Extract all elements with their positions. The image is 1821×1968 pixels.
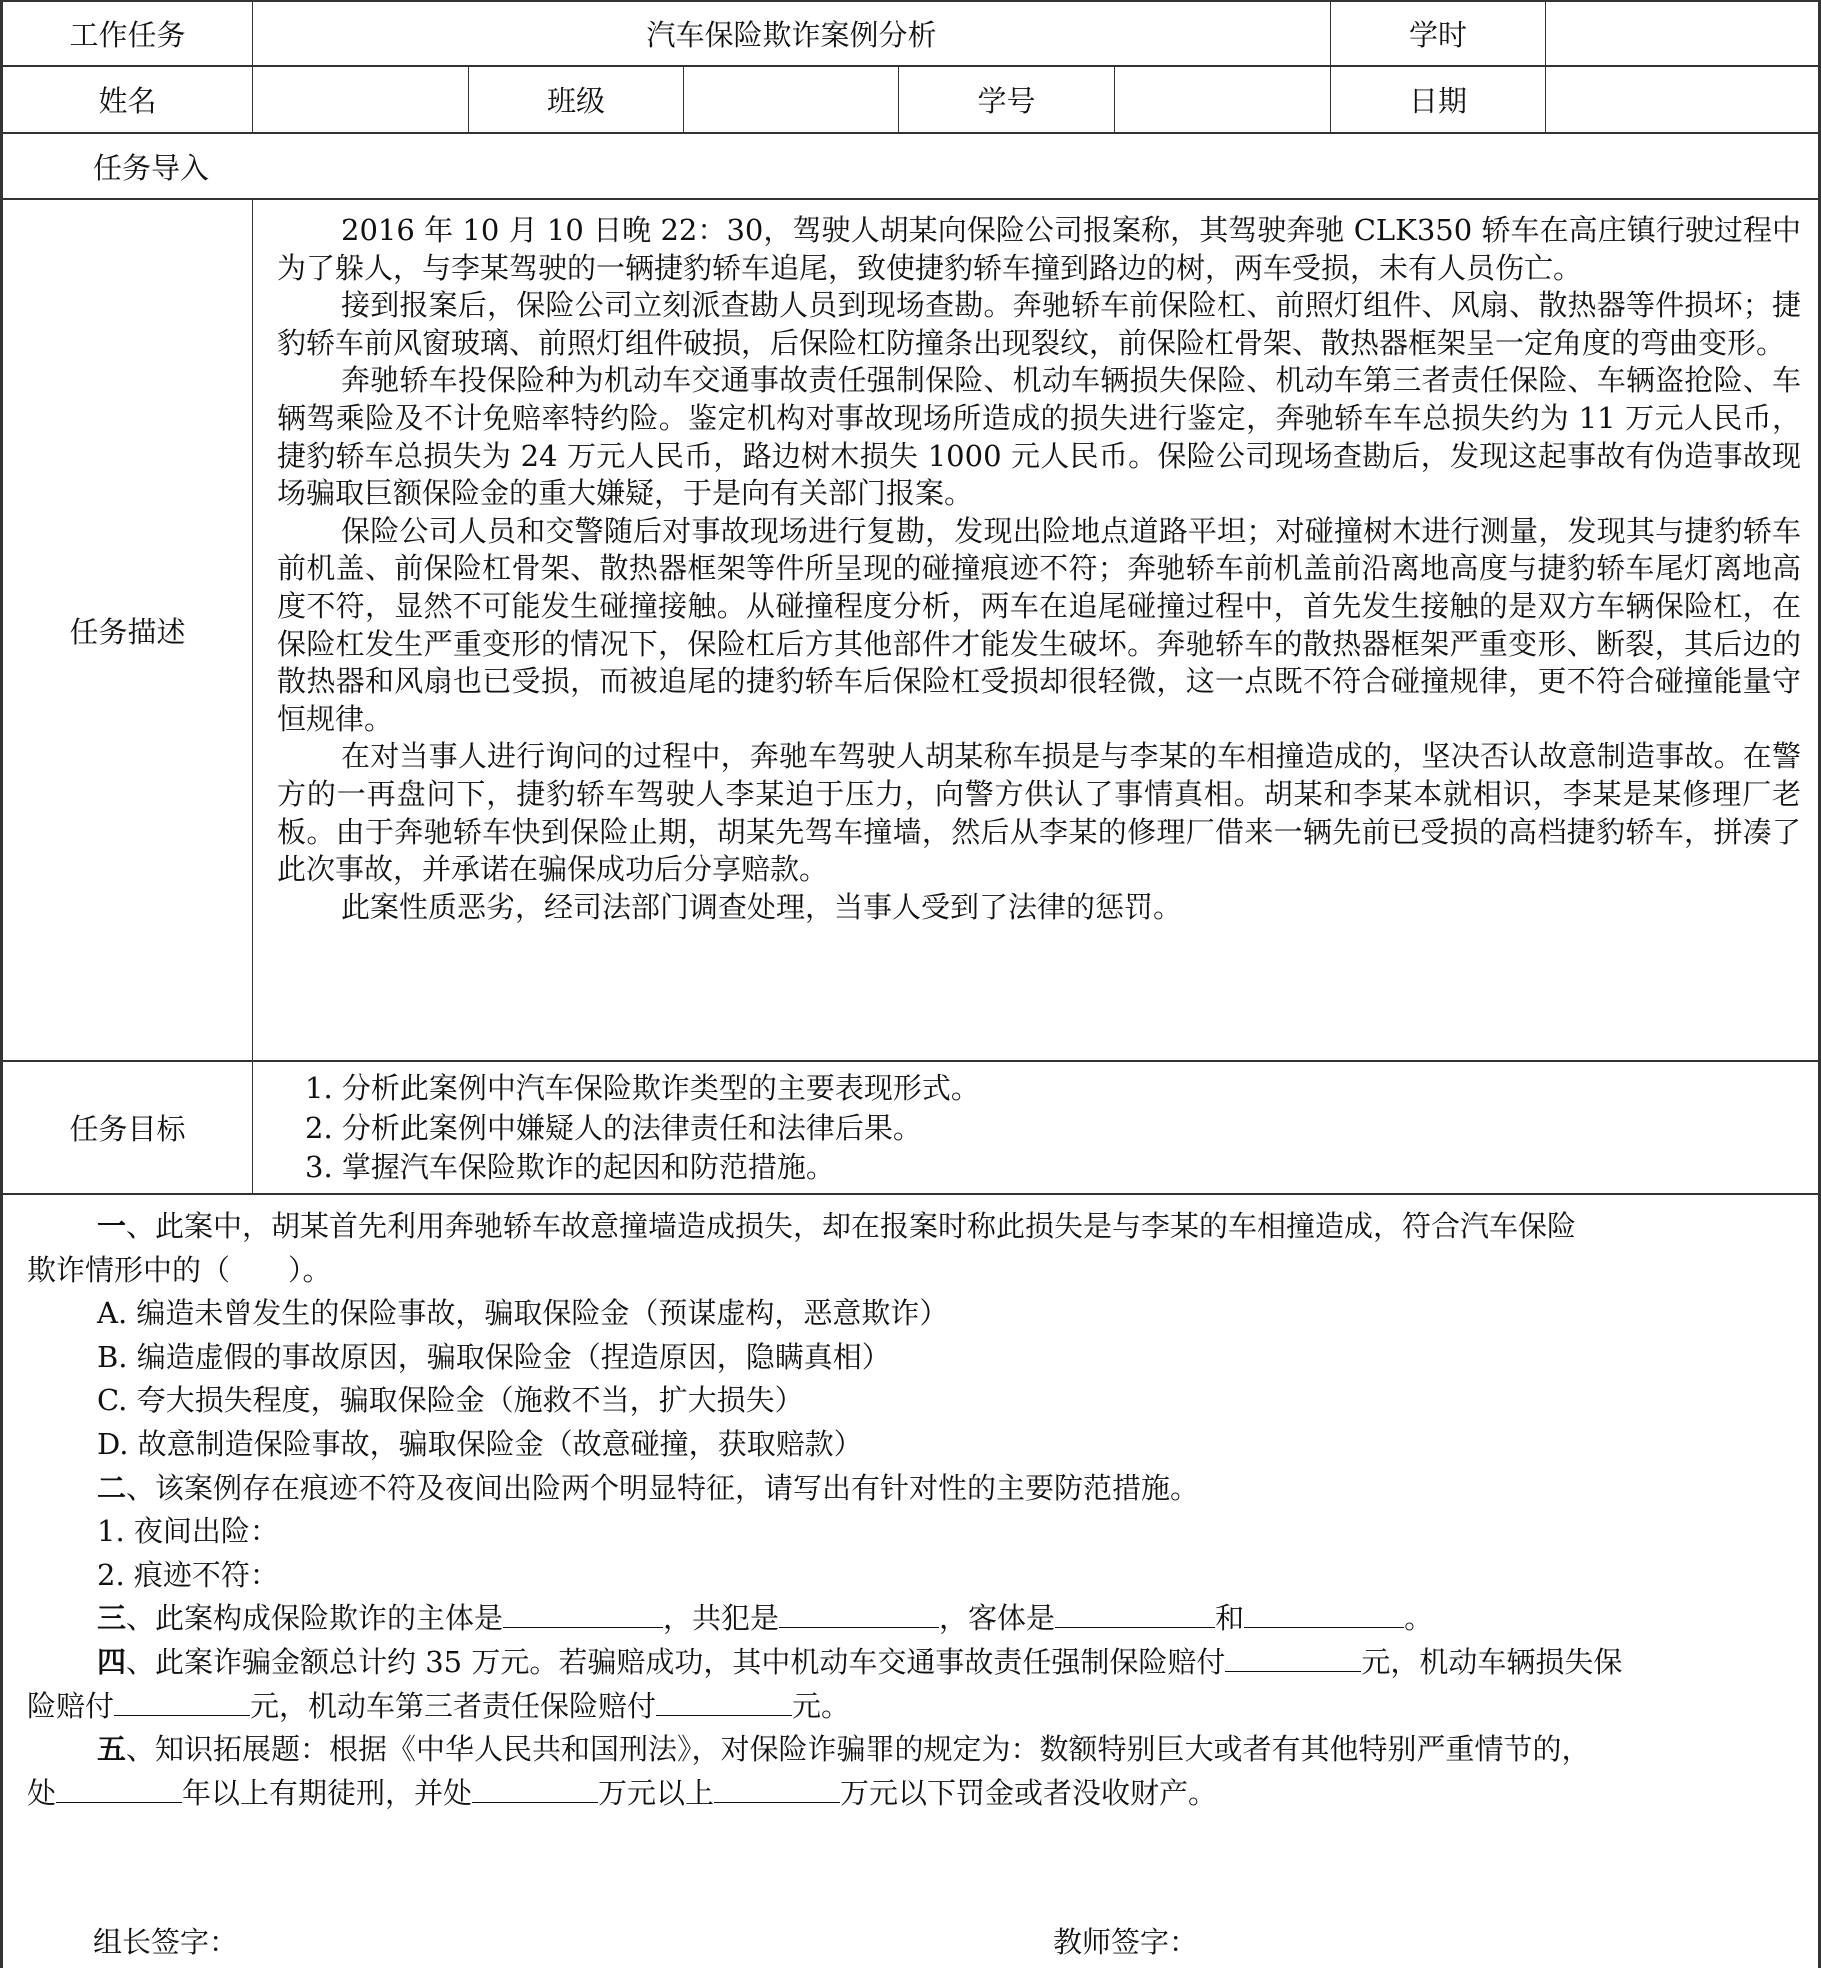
goal-item: 3. 掌握汽车保险欺诈的起因和防范措施。 (305, 1150, 835, 1184)
question-text: 处 (27, 1775, 57, 1810)
blank-fine-min[interactable] (472, 1772, 598, 1803)
task-label: 工作任务 (3, 2, 253, 67)
question-text: ，客体是 (939, 1601, 1056, 1636)
class-field[interactable] (684, 67, 899, 134)
question-number: 三 (97, 1601, 127, 1636)
blank-damage-payout[interactable] (114, 1685, 250, 1716)
question-text: 、该案例存在痕迹不符及夜间出险两个明显特征，请写出有针对性的主要防范措施。 (126, 1470, 1200, 1505)
description-paragraph: 保险公司人员和交警随后对事故现场进行复勘，发现出险地点道路平坦；对碰撞树木进行测量，发现其与捷豹轿车前机盖、前保险杠骨架、散热器框架等件所呈现的碰撞痕迹不符；奔驰轿车前机盖前沿离地高度与捷豹轿车尾灯离地高度不符，显然不可能发生碰撞接触。从碰撞程度分析，两车在追尾碰撞过程中，首先发生接触的是双方车辆保险杠，在保险杠发生严重变形的情况下，保险杠后方其他部件才能发生破坏。奔驰轿车的散热器框架严重变形、断裂，其后边的散热器和风扇也已受损，而被追尾的捷豹轿车后保险杠受损却很轻微，这一点既不符合碰撞规律，更不符合碰撞能量守恒规律。 (277, 513, 1801, 736)
description-paragraph: 在对当事人进行询问的过程中，奔驰车驾驶人胡某称车损是与李某的车相撞造成的，坚决否认故意制造事故。在警方的一再盘问下，捷豹轿车驾驶人李某迫于压力，向警方供认了事情真相。胡某和李某本就相识，李某是某修理厂老板。由于奔驰轿车快到保险止期，胡某先驾车撞墙，然后从李某的修理厂借来一辆先前已受损的高档捷豹轿车，拼凑了此次事故，并承诺在骗保成功后分享赔款。 (277, 739, 1801, 887)
blank-years[interactable] (56, 1772, 182, 1803)
description-paragraph: 奔驰轿车投保险种为机动车交通事故责任强制保险、机动车辆损失保险、机动车第三者责任保险、车辆盗抢险、车辆驾乘险及不计免赔率特约险。鉴定机构对事故现场所造成的损失进行鉴定，奔驰轿车车总损失约为 11 万元人民币，捷豹轿车总损失为 24 万元人民币，路边树木损失 1000 元人民币。保险公司现场查勘后，发现这起事故有伪造事故现场骗取巨额保险金的重大嫌疑，于是向有关部门报案。 (277, 363, 1801, 511)
question-5-continued (27, 1772, 1807, 1816)
teacher-signature[interactable]: 教师签字： (1053, 1925, 1199, 1959)
question-text: 元，机动车辆损失保 (1361, 1644, 1623, 1679)
task-intro-heading: 任务导入 (3, 134, 1821, 200)
blank-compulsory-payout[interactable] (1225, 1641, 1361, 1672)
questions-section (27, 1205, 1807, 1815)
answer-night-incident[interactable]: 1. 夜间出险： (97, 1514, 279, 1549)
question-2 (27, 1467, 1807, 1511)
option-b[interactable]: B. 编造虚假的事故原因，骗取保险金（捏造原因，隐瞒真相） (97, 1339, 891, 1374)
blank-object-1[interactable] (1055, 1597, 1215, 1628)
blank-third-party-payout[interactable] (656, 1685, 792, 1716)
blank-accomplice[interactable] (779, 1597, 939, 1628)
question-text: 万元以上 (598, 1775, 715, 1810)
name-field[interactable] (253, 67, 469, 134)
question-number: 五 (97, 1732, 127, 1767)
goal-item: 2. 分析此案例中嫌疑人的法律责任和法律后果。 (305, 1110, 922, 1145)
question-text: 险赔付 (27, 1688, 115, 1723)
goal-item: 1. 分析此案例中汽车保险欺诈类型的主要表现形式。 (305, 1071, 980, 1105)
class-label: 班级 (469, 67, 684, 134)
group-leader-signature[interactable]: 组长签字： (93, 1925, 239, 1959)
question-4-continued (27, 1685, 1807, 1729)
question-number: 四 (97, 1644, 127, 1679)
option-c[interactable]: C. 夸大损失程度，骗取保险金（施救不当，扩大损失） (97, 1383, 804, 1418)
option-a[interactable]: A. 编造未曾发生的保险事故，骗取保险金（预谋虚构，恶意欺诈） (97, 1296, 949, 1331)
question-number: 二 (97, 1470, 127, 1505)
question-5 (27, 1728, 1807, 1772)
question-text: 万元以下罚金或者没收财产。 (840, 1775, 1218, 1810)
blank-object-2[interactable] (1244, 1597, 1404, 1628)
student-id-field[interactable] (1115, 67, 1331, 134)
task-description-label: 任务描述 (3, 200, 253, 1062)
question-text: 元，机动车第三者责任保险赔付 (250, 1688, 657, 1723)
question-text: 和 (1215, 1601, 1245, 1636)
hours-field[interactable] (1546, 2, 1821, 67)
question-1-continued: 欺诈情形中的（ ）。 (27, 1252, 332, 1287)
name-label: 姓名 (3, 67, 253, 134)
student-id-label: 学号 (899, 67, 1115, 134)
blank-fine-max[interactable] (714, 1772, 840, 1803)
hours-label: 学时 (1331, 2, 1546, 67)
description-paragraph: 2016 年 10 月 10 日晚 22：30，驾驶人胡某向保险公司报案称，其驾驶奔驰 CLK350 轿车在高庄镇行驶过程中为了躲人，与李某驾驶的一辆捷豹轿车追尾，致使捷豹轿车撞到路边的树，两车受损，未有人员伤亡。 (277, 213, 1801, 285)
question-text: ，共犯是 (663, 1601, 780, 1636)
description-paragraph: 接到报案后，保险公司立刻派查勘人员到现场查勘。奔驰轿车前保险杠、前照灯组件、风扇、散热器等件损坏；捷豹轿车前风窗玻璃、前照灯组件破损，后保险杠防撞条出现裂纹，前保险杠骨架、散热器框架呈一定角度的弯曲变形。 (277, 288, 1801, 360)
task-title: 汽车保险欺诈案例分析 (253, 2, 1331, 67)
task-goals-list (305, 1069, 1785, 1188)
description-paragraph: 此案性质恶劣，经司法部门调查处理，当事人受到了法律的惩罚。 (341, 889, 1183, 924)
question-1 (27, 1205, 1807, 1249)
date-label: 日期 (1331, 67, 1546, 134)
task-goals-label: 任务目标 (3, 1062, 253, 1195)
question-text: 。 (1404, 1601, 1434, 1636)
question-text: 、此案中，胡某首先利用奔驰轿车故意撞墙造成损失，却在报案时称此损失是与李某的车相撞造成，符合汽车保险 (126, 1209, 1577, 1243)
question-text: 年以上有期徒刑，并处 (182, 1775, 473, 1810)
question-number: 一 (97, 1209, 127, 1243)
task-description-text (277, 212, 1801, 926)
date-field[interactable] (1546, 67, 1821, 134)
question-text: 、知识拓展题：根据《中华人民共和国刑法》，对保险诈骗罪的规定为：数额特别巨大或者有其他特别严重情节的， (126, 1732, 1591, 1767)
answer-trace-mismatch[interactable]: 2. 痕迹不符： (97, 1557, 279, 1592)
option-d[interactable]: D. 故意制造保险事故，骗取保险金（故意碰撞，获取赔款） (97, 1426, 863, 1461)
question-3 (27, 1597, 1807, 1641)
blank-subject[interactable] (503, 1597, 663, 1628)
question-text: 元。 (792, 1688, 851, 1723)
question-text: 、此案诈骗金额总计约 35 万元。若骗赔成功，其中机动车交通事故责任强制保险赔付 (126, 1644, 1226, 1679)
question-text: 、此案构成保险欺诈的主体是 (126, 1601, 504, 1636)
question-4 (27, 1641, 1807, 1685)
